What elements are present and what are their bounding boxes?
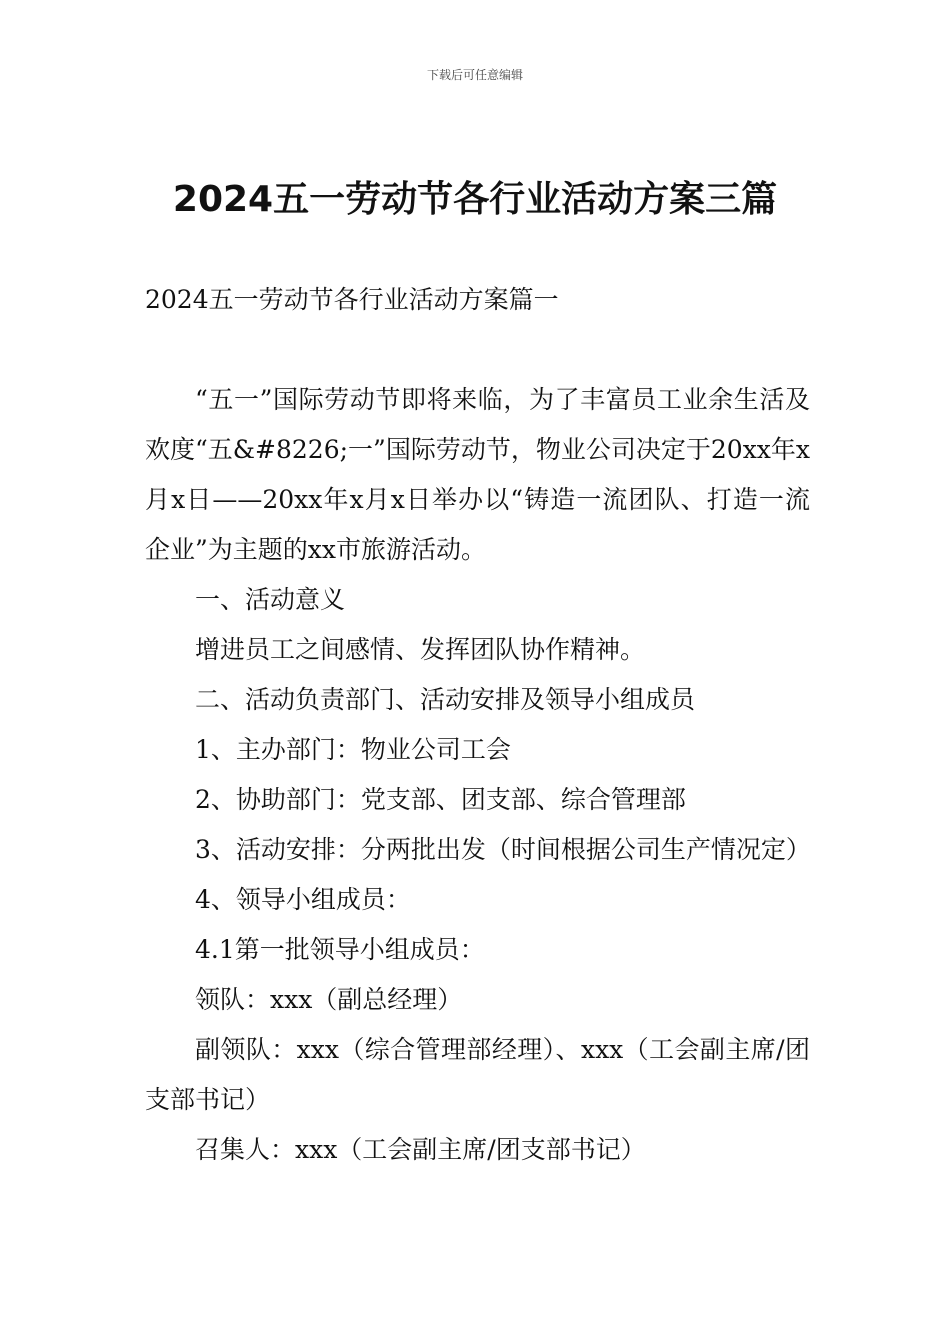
document-title: 2024五一劳动节各行业活动方案三篇 xyxy=(172,179,778,220)
list-item-first-batch-leaders: 4.1第一批领导小组成员： xyxy=(195,935,485,964)
list-item-host-department: 1、主办部门：物业公司工会 xyxy=(195,735,511,764)
list-item-team-leader: 领队：xxx（副总经理） xyxy=(195,985,463,1014)
document-body xyxy=(145,375,810,1175)
list-item-convener: 召集人：xxx（工会副主席/团支部书记） xyxy=(195,1135,646,1164)
list-item-assisting-department: 2、协助部门：党支部、团支部、综合管理部 xyxy=(195,785,686,814)
list-item-leadership-members: 4、领导小组成员： xyxy=(195,885,411,914)
paragraph-significance-detail: 增进员工之间感情、发挥团队协作精神。 xyxy=(195,635,646,664)
heading-activity-significance: 一、活动意义 xyxy=(195,585,346,614)
header-note: 下载后可任意编辑 xyxy=(426,68,523,82)
heading-departments-arrangement: 二、活动负责部门、活动安排及领导小组成员 xyxy=(195,685,696,714)
section-heading: 2024五一劳动节各行业活动方案篇一 xyxy=(145,285,559,314)
list-item-deputy-leaders: 副领队：xxx（综合管理部经理）、xxx（工会副主席/团支部书记） xyxy=(145,1035,810,1114)
intro-paragraph: “五一”国际劳动节即将来临，为了丰富员工业余生活及欢度“五&#8226;一”国际劳动节，物业公司决定于20xx年x月x日——20xx年x月x日举办以“铸造一流团队、打造一流企业”为主题的xx市旅游活动。 xyxy=(145,385,810,564)
list-item-activity-arrangement: 3、活动安排：分两批出发（时间根据公司生产情况定） xyxy=(195,835,811,864)
